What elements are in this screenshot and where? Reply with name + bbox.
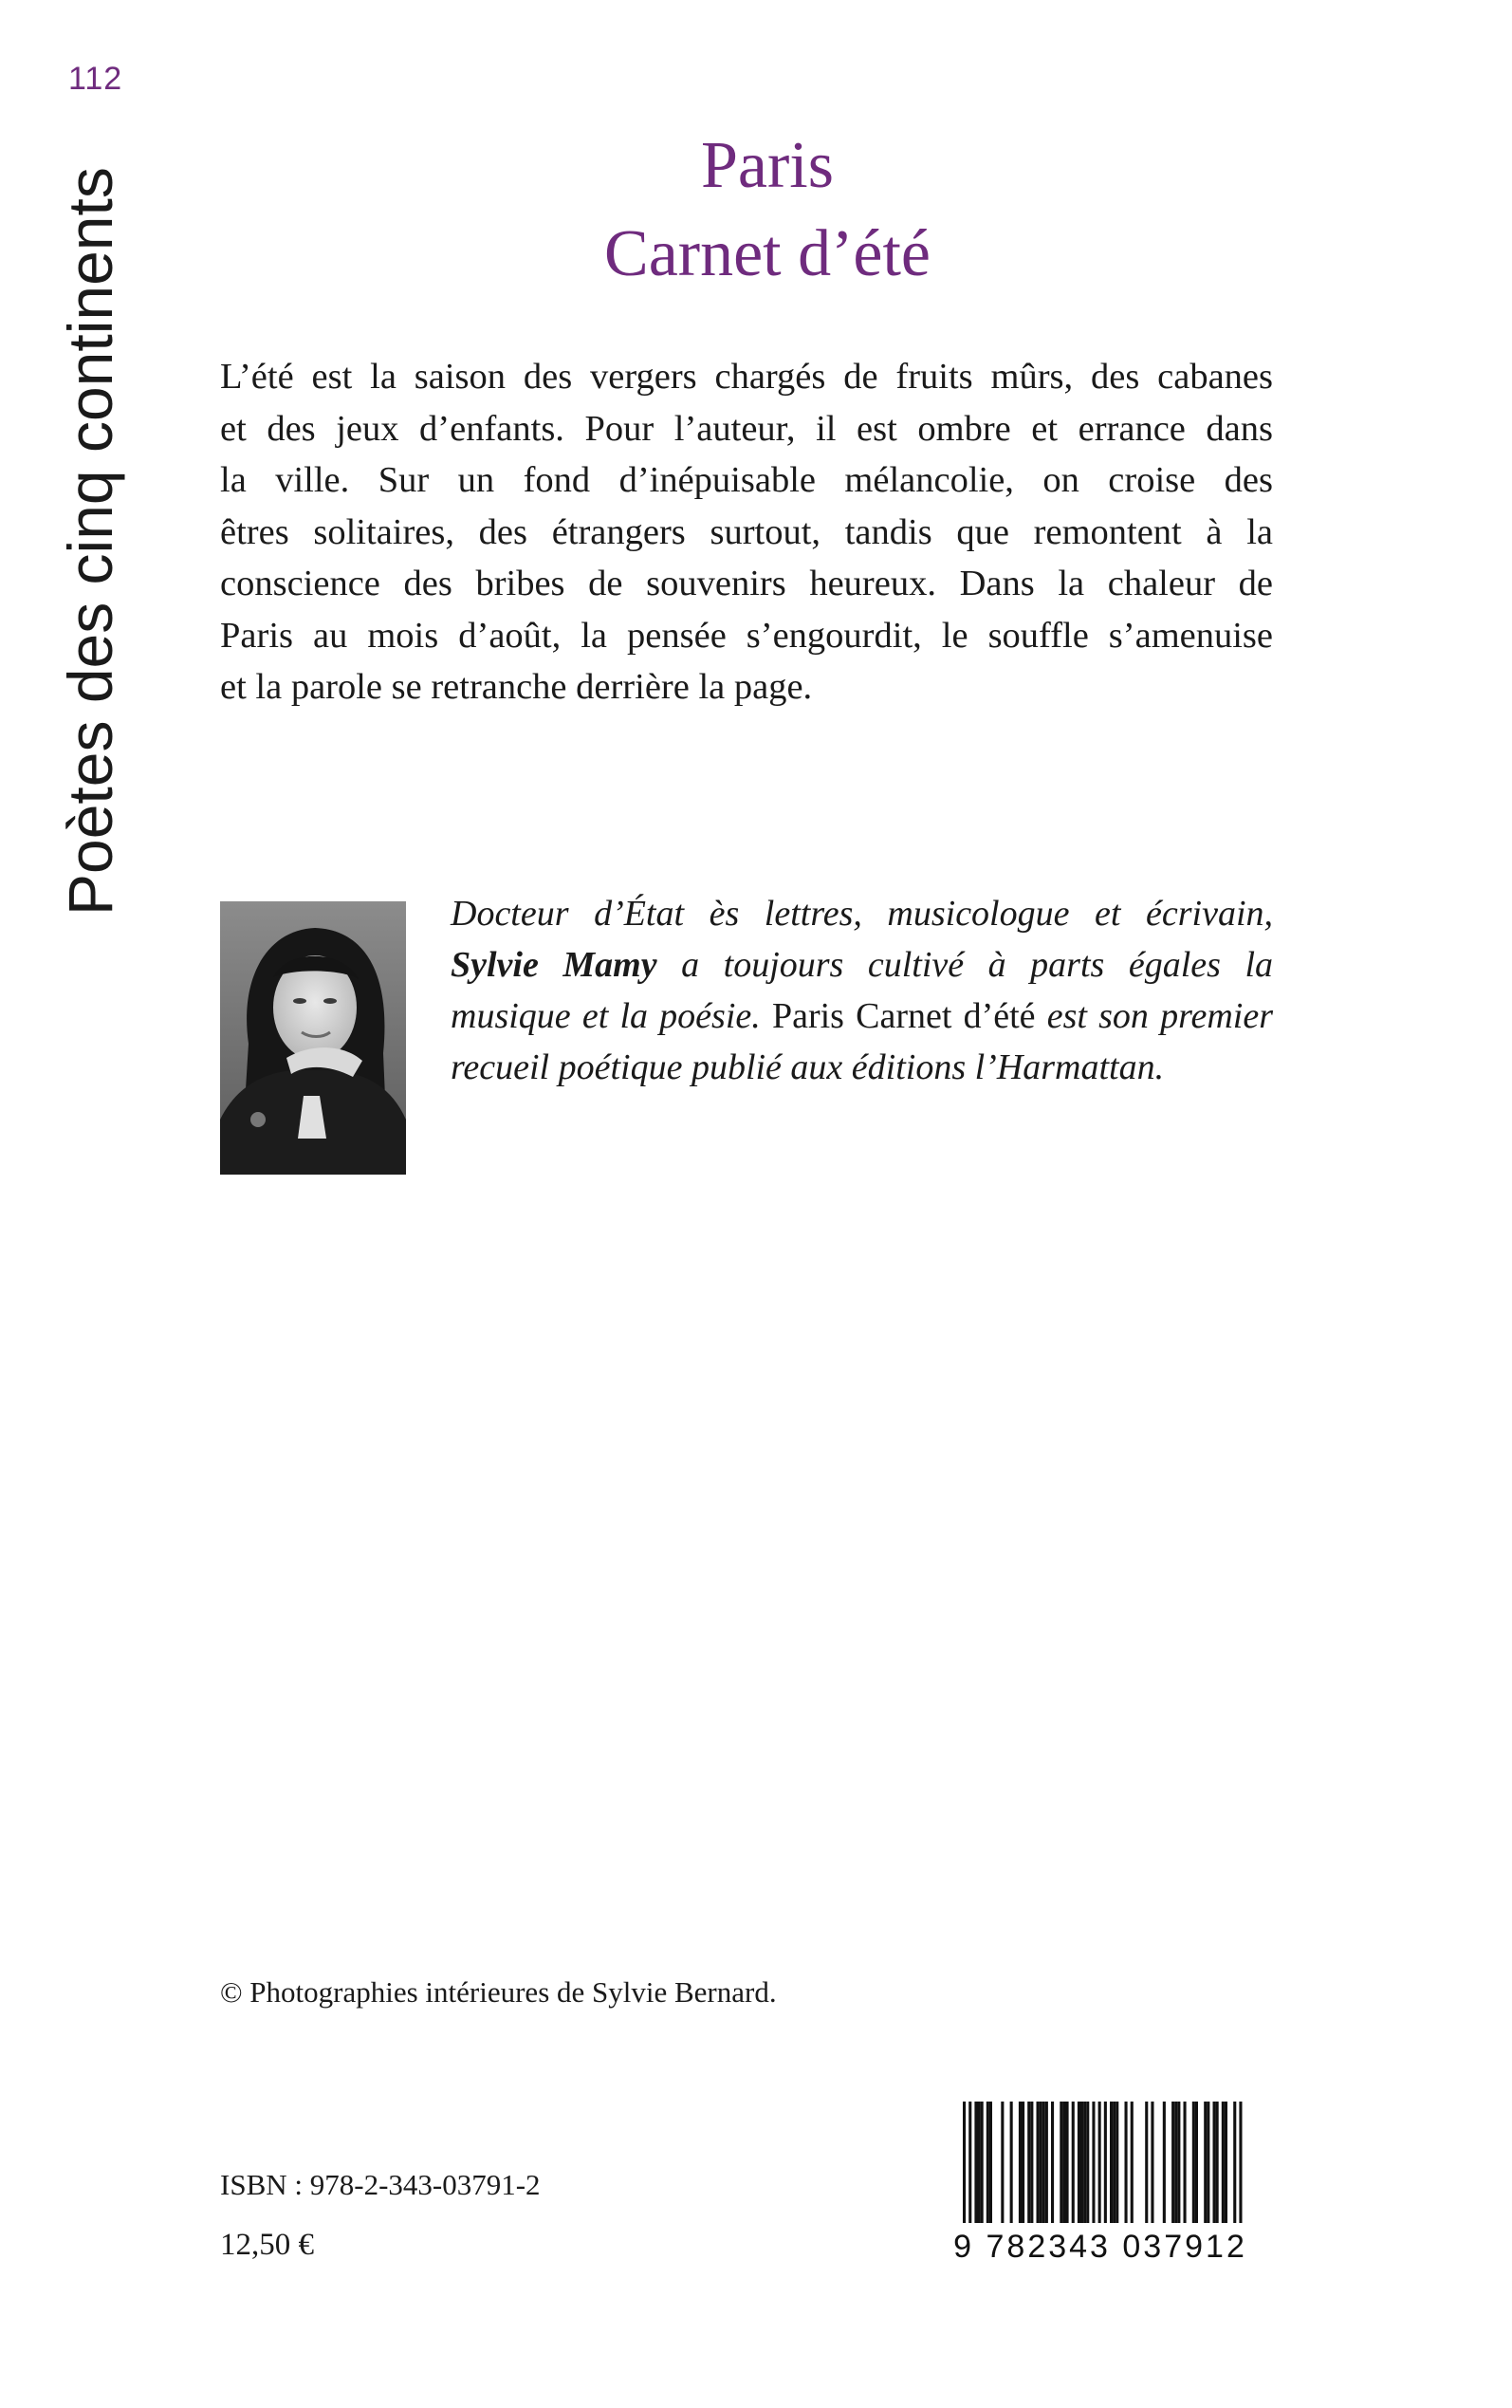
barcode-bar bbox=[1113, 2102, 1116, 2223]
barcode-bar bbox=[1213, 2102, 1216, 2223]
barcode-bar bbox=[1060, 2102, 1062, 2223]
bio-book-title: Paris Carnet d’été bbox=[760, 996, 1047, 1036]
barcode-bar bbox=[1151, 2102, 1153, 2223]
barcode-bar bbox=[1195, 2102, 1198, 2223]
summary-line: Paris au mois d’août, la pensée s’engourdit, le souffle s’amenuise bbox=[220, 615, 1273, 656]
barcode-bar bbox=[989, 2102, 992, 2223]
author-photo-image bbox=[220, 901, 406, 1175]
barcode-bar bbox=[1066, 2102, 1069, 2223]
barcode-bar bbox=[1078, 2102, 1080, 2223]
author-bio bbox=[451, 888, 1273, 1093]
barcode-bar bbox=[1145, 2102, 1148, 2223]
photo-credit: © Photographies intérieures de Sylvie Bernard. bbox=[220, 1975, 777, 2009]
barcode-bar bbox=[1010, 2102, 1013, 2223]
series-title: Poètes des cinq continents bbox=[55, 167, 125, 916]
barcode-bar bbox=[1022, 2102, 1024, 2223]
bio-line bbox=[451, 991, 1273, 1042]
barcode-bar bbox=[1045, 2102, 1048, 2223]
barcode-bar bbox=[974, 2102, 977, 2223]
bio-text: Docteur d’État ès lettres, musicologue et écrivain, bbox=[451, 894, 1273, 934]
barcode-bar bbox=[1019, 2102, 1022, 2223]
bio-text: est son premier bbox=[1046, 996, 1273, 1036]
barcode-bar bbox=[1171, 2102, 1174, 2223]
price: 12,50 € bbox=[220, 2228, 314, 2262]
barcode-bar bbox=[1001, 2102, 1004, 2223]
barcode-bar bbox=[1174, 2102, 1177, 2223]
isbn: ISBN : 978-2-343-03791-2 bbox=[220, 2168, 541, 2201]
summary-line: L’été est la saison des vergers chargés de fruits mûrs, des cabanes bbox=[220, 357, 1273, 397]
barcode-bar bbox=[1225, 2102, 1227, 2223]
barcode-bar bbox=[1131, 2102, 1134, 2223]
barcode-bar bbox=[1042, 2102, 1045, 2223]
barcode-bar bbox=[1030, 2102, 1033, 2223]
summary-line: conscience des bribes de souvenirs heureux. Dans la chaleur de bbox=[220, 564, 1273, 603]
barcode-bar bbox=[1110, 2102, 1113, 2223]
series-number: 112 bbox=[68, 61, 123, 97]
barcode-bar bbox=[1216, 2102, 1219, 2223]
barcode-bar bbox=[1062, 2102, 1065, 2223]
barcode-bar bbox=[981, 2102, 984, 2223]
summary-paragraph bbox=[220, 351, 1273, 713]
barcode-digits: 9 782343 037912 bbox=[934, 2223, 1266, 2270]
barcode-bar bbox=[1051, 2102, 1054, 2223]
barcode-bar bbox=[1184, 2102, 1187, 2223]
barcode-bar bbox=[1072, 2102, 1075, 2223]
summary-line: la ville. Sur un fond d’inépuisable mélancolie, on croise des bbox=[220, 460, 1273, 500]
bio-line bbox=[451, 939, 1273, 991]
bio-line bbox=[451, 1042, 1273, 1093]
barcode-bar bbox=[1083, 2102, 1086, 2223]
author-name: Sylvie Mamy bbox=[451, 945, 657, 985]
barcode-bar bbox=[1116, 2102, 1118, 2223]
barcode-bar bbox=[986, 2102, 989, 2223]
barcode-bar bbox=[1163, 2102, 1166, 2223]
book-subtitle: Carnet d’été bbox=[604, 217, 931, 290]
barcode-bar bbox=[1040, 2102, 1042, 2223]
summary-line: et des jeux d’enfants. Pour l’auteur, il est ombre et errance dans bbox=[220, 408, 1273, 449]
summary-line: êtres solitaires, des étrangers surtout, tandis que remontent à la bbox=[220, 511, 1273, 552]
barcode-bar bbox=[1037, 2102, 1040, 2223]
bio-text: recueil poétique publié aux éditions l’Harmattan. bbox=[451, 1047, 1165, 1087]
barcode-bar bbox=[1086, 2102, 1089, 2223]
bio-text: musique et la poésie. bbox=[451, 996, 761, 1036]
barcode-bar bbox=[1092, 2102, 1095, 2223]
author-photo bbox=[220, 901, 406, 1175]
bio-text: a toujours cultivé à parts égales la bbox=[656, 945, 1274, 985]
barcode-bar bbox=[1204, 2102, 1207, 2223]
barcode-bar bbox=[1177, 2102, 1180, 2223]
barcode-bar bbox=[1192, 2102, 1195, 2223]
barcode-bar bbox=[1222, 2102, 1225, 2223]
barcode-bar bbox=[1125, 2102, 1128, 2223]
barcode-bar bbox=[1027, 2102, 1030, 2223]
barcode-bar bbox=[1207, 2102, 1209, 2223]
bio-line bbox=[451, 888, 1273, 939]
summary-line: et la parole se retranche derrière la page. bbox=[220, 667, 813, 707]
barcode-bar bbox=[978, 2102, 981, 2223]
book-title: Paris bbox=[701, 129, 834, 202]
barcode-bar bbox=[1080, 2102, 1083, 2223]
